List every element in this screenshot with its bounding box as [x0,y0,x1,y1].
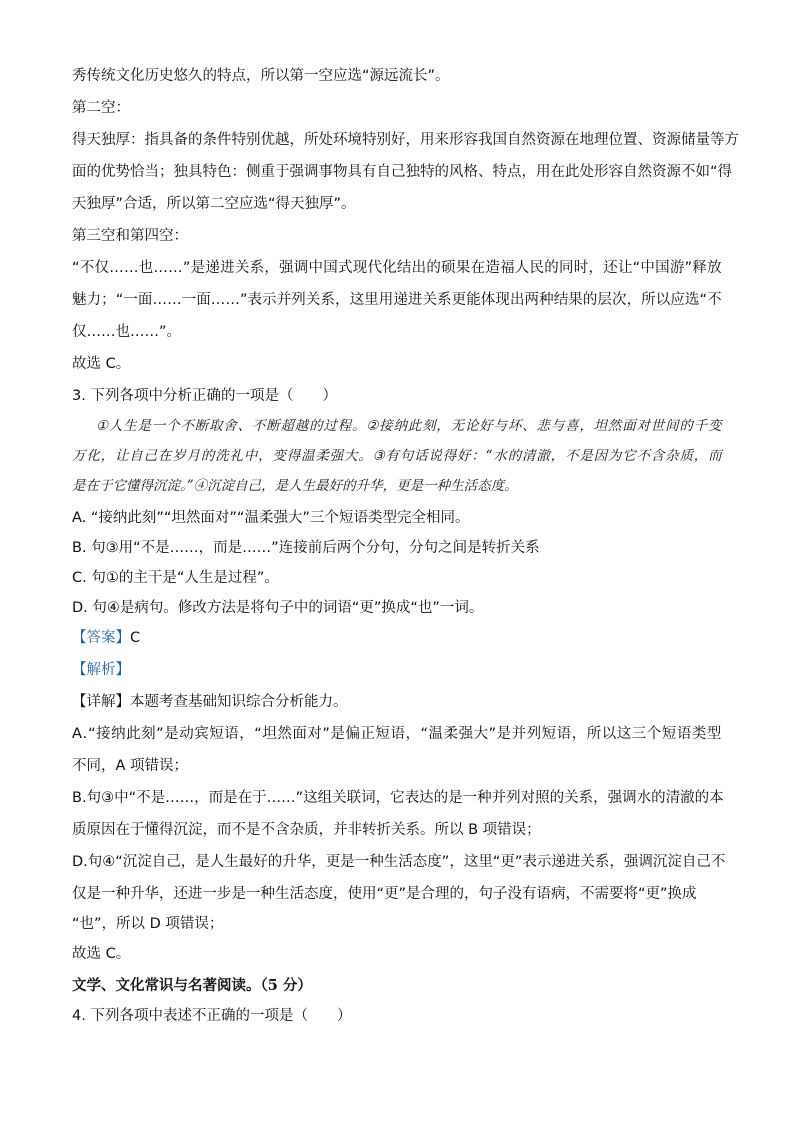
answer-tag: 【答案】 [72,630,130,646]
question-3: 3. 下列各项中分析正确的一项是（ ） [72,388,337,404]
answer-value: C [130,630,141,646]
passage-line: 是在于它懂得沉淀。”④沉淀自己，是人生最好的升华，更是一种生活态度。 [72,478,518,494]
question-4: 4. 下列各项中表述不正确的一项是（ ） [72,1008,352,1024]
explain-line: 质原因在于懂得沉淀，而不是不含杂质，并非转折关系。所以 B 项错误； [72,822,541,838]
explain-line: “也”，所以 D 项错误； [72,916,224,932]
option-a: A. “接纳此刻”“坦然面对”“温柔强大”三个短语类型完全相同。 [72,510,470,526]
text-line: “ 不 仅 … … 也 … … ” 是 递 进 关 系 ， 强 调 中 国 式 现 代 化 结 出 的 硕 果 在 造 福 人 民 的 同 时 ， 还 让 “ 中 国 游 ” 释 放 [72,260,722,276]
explain-line: 仅是一种升华，还进一步是一种生活态度，使用“更”是合理的，句子没有语病，不需要将“更”换成 [72,886,697,902]
option-c: C. 句①的主干是“人生是过程”。 [72,570,279,586]
text-line: 面 的 优 势 恰 当 ； 独 具 特 色 ： 侧 重 于 强 调 事 物 具 有 自 己 独 特 的 风 格 、 特 点 ， 用 在 此 处 形 容 自 然 资 源 不 如 “ 得 [72,164,733,180]
passage-line: 万 化 ， 让 自 己 在 岁 月 的 洗 礼 中 ， 变 得 温 柔 强 大 。 ③ 有 句 话 说 得 好 ： “ 水 的 清 澈 ， 不 是 因 为 它 不 含 杂 质 ， 而 [72,448,722,464]
option-b: B. 句③用“不是……，而是……”连接前后两个分句，分句之间是转折关系 [72,540,540,556]
section-heading: 文学、文化常识与名著阅读。（5 分） [72,977,312,994]
text-line: 仅……也……”。 [72,324,182,340]
text-line: 得 天 独 厚 ： 指 具 备 的 条 件 特 别 优 越 ， 所 处 环 境 特 别 好 ， 用 来 形 容 我 国 自 然 资 源 在 地 理 位 置 、 资 源 储 量 等 方 [72,132,739,148]
text-line: 第三空和第四空： [72,228,188,244]
option-d: D. 句④是病句。修改方法是将句子中的词语“更”换成“也”一词。 [72,600,484,616]
text-line: 魅 力 ； “ 一 面 … … 一 面 … … ” 表 示 并 列 关 系 ， 这 里 用 递 进 关 系 更 能 体 现 出 两 种 结 果 的 层 次 ， 所 以 应 选 “ 不 [72,292,722,308]
text-line: 秀传统文化历史悠久的特点，所以第一空应选“源远流长”。 [72,68,450,84]
conclusion-line: 故选 C。 [72,946,131,962]
answer-line [72,628,140,648]
text-line: 第二空： [72,100,130,116]
text-line: 故选 C。 [72,356,131,372]
explain-line: D . 句 ④ “ 沉 淀 自 己 ， 是 人 生 最 好 的 升 华 ， 更 是 一 种 生 活 态 度 ” ， 这 里 “ 更 ” 表 示 递 进 关 系 ， 强 调 沉 淀 自 己 不 [72,854,726,870]
explain-line: A . “ 接 纳 此 刻 ” 是 动 宾 短 语 ， “ 坦 然 面 对 ” 是 偏 正 短 语 ， “ 温 柔 强 大 ” 是 并 列 短 语 ， 所 以 这 三 个 短 语 类 型 [72,726,722,742]
explain-line: 不同，A 项错误； [72,758,189,774]
analysis-tag: 【解析】 [72,662,130,678]
detail-line: 【详解】本题考查基础知识综合分析能力。 [72,694,348,710]
passage-line: ① 人 生 是 一 个 不 断 取 舍 、 不 断 超 越 的 过 程 。 ② 接 纳 此 刻 ， 无 论 好 与 坏 、 悲 与 喜 ， 坦 然 面 对 世 间 的 千 变 [96,418,722,434]
explain-line: B . 句 ③ 中 “ 不 是 … … ， 而 是 在 于 … … ” 这 组 关 联 词 ， 它 表 达 的 是 一 种 并 列 对 照 的 关 系 ， 强 调 水 的 清 澈 的 本 [72,790,724,806]
text-line: 天独厚”合适，所以第二空应选“得天独厚”。 [72,196,356,212]
